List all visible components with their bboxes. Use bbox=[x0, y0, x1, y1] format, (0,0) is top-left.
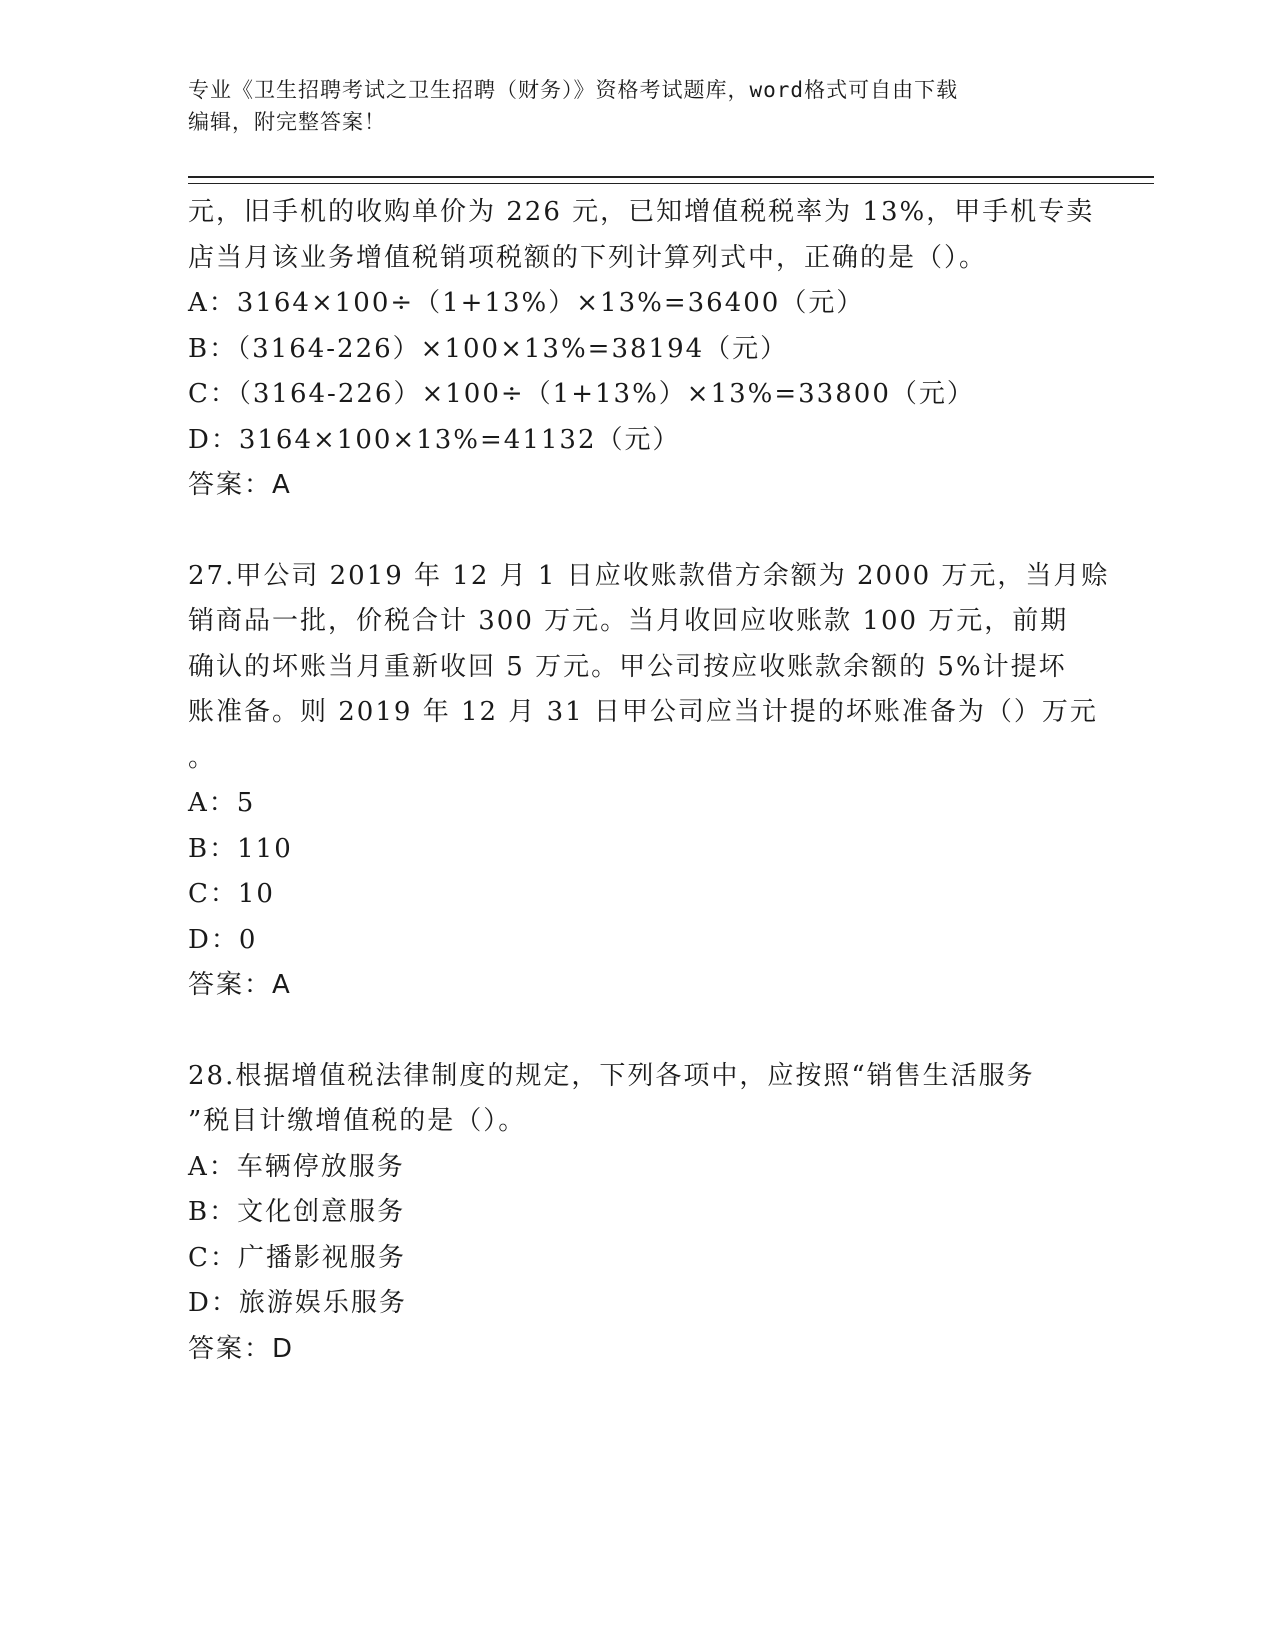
option-d: D：旅游娱乐服务 bbox=[188, 1288, 407, 1318]
answer: 答案：A bbox=[188, 470, 292, 500]
option-a: A：车辆停放服务 bbox=[188, 1151, 405, 1182]
option-c: C：10 bbox=[188, 879, 275, 909]
question-stem-line: 确认的坏账当月重新收回 5 万元。甲公司按应收账款余额的 5%计提坏 bbox=[188, 651, 1067, 682]
question-stem-line: 销商品一批，价税合计 300 万元。当月收回应收账款 100 万元，前期 bbox=[188, 606, 1069, 636]
header-line-1: 专业《卫生招聘考试之卫生招聘（财务）》资格考试题库，word格式可自由下载 bbox=[188, 78, 959, 102]
question-stem-line: 28.根据增值税法律制度的规定，下列各项中，应按照“销售生活服务 bbox=[188, 1060, 1035, 1091]
question-27 bbox=[188, 554, 1110, 1009]
answer: 答案：D bbox=[188, 1333, 295, 1364]
question-stem-line: 27.甲公司 2019 年 12 月 1 日应收账款借方余额为 2000 万元，当月赊 bbox=[188, 560, 1110, 591]
question-26-continued bbox=[188, 190, 1095, 509]
question-stem-line: ”税目计缴增值税的是（）。 bbox=[188, 1106, 527, 1136]
option-d: D：0 bbox=[188, 924, 258, 955]
option-b: B：文化创意服务 bbox=[188, 1197, 406, 1227]
option-b: B：110 bbox=[188, 833, 293, 864]
option-c: C：广播影视服务 bbox=[188, 1242, 406, 1273]
question-28 bbox=[188, 1054, 1088, 1373]
option-c: C：（3164-226）×100÷（1+13%）×13%=33800（元） bbox=[188, 379, 975, 409]
option-a: A：3164×100÷（1+13%）×13%=36400（元） bbox=[188, 288, 865, 318]
header-line-2: 编辑，附完整答案！ bbox=[188, 110, 386, 134]
question-stem-line: 元，旧手机的收购单价为 226 元，已知增值税税率为 13%，甲手机专卖 bbox=[188, 197, 1095, 227]
option-a: A：5 bbox=[188, 788, 256, 818]
question-stem-line: 。 bbox=[188, 742, 217, 773]
question-stem-line: 账准备。则 2019 年 12 月 31 日甲公司应当计提的坏账准备为（）万元 bbox=[188, 697, 1098, 727]
option-d: D：3164×100×13%=41132（元） bbox=[188, 424, 681, 455]
spacer bbox=[188, 509, 1088, 554]
question-stem-line: 店当月该业务增值税销项税额的下列计算列式中，正确的是（）。 bbox=[188, 242, 988, 273]
answer: 答案：A bbox=[188, 970, 292, 1000]
document-body bbox=[188, 190, 1110, 1372]
header-divider-thin bbox=[188, 183, 1154, 184]
option-b: B：（3164-226）×100×13%=38194（元） bbox=[188, 333, 789, 364]
page-header bbox=[188, 74, 1088, 138]
spacer bbox=[188, 1009, 1088, 1054]
header-divider-thick bbox=[188, 176, 1154, 178]
